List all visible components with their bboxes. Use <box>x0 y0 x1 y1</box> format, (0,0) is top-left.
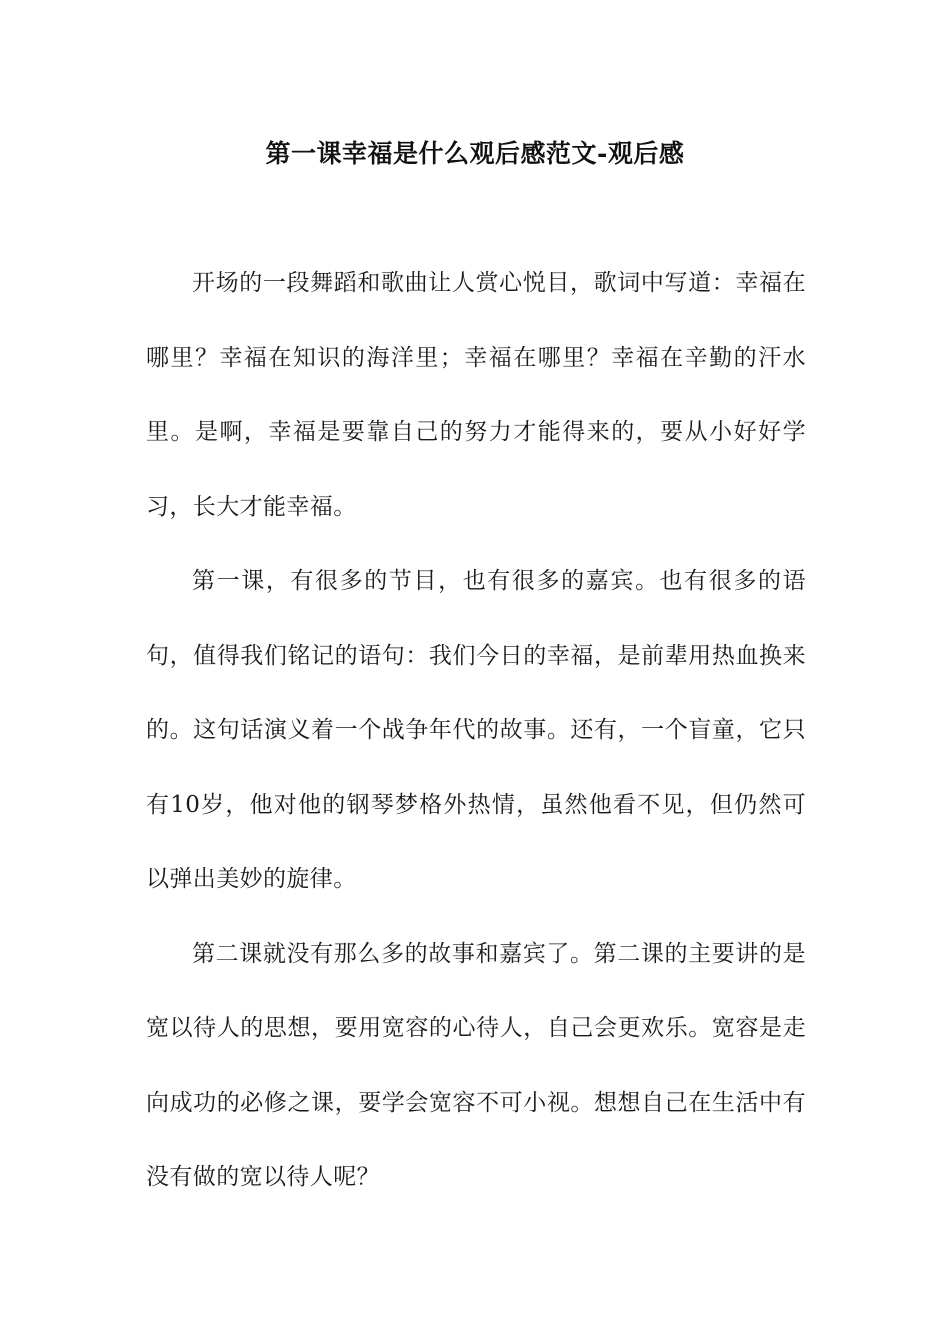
page-title: 第一课幸福是什么观后感范文-观后感 <box>265 139 685 168</box>
paragraph-3: 第二课就没有那么多的故事和嘉宾了。第二课的主要讲的是宽以待人的思想，要用宽容的心待人，自己会更欢乐。宽容是走向成功的必修之课，要学会宽容不可小视。想想自己在生活中有没有做的宽以待人呢？ <box>146 940 806 1190</box>
paragraph-2: 第一课，有很多的节目，也有很多的嘉宾。也有很多的语句，值得我们铭记的语句：我们今日的幸福，是前辈用热血换来的。这句话演义着一个战争年代的故事。还有，一个盲童，它只有10岁，他对他的钢琴梦格外热情，虽然他看不见，但仍然可以弹出美妙的旋律。 <box>146 568 806 892</box>
document-body <box>146 246 806 1215</box>
paragraph-1: 开场的一段舞蹈和歌曲让人赏心悦目，歌词中写道：幸福在哪里？幸福在知识的海洋里；幸福在哪里？幸福在辛勤的汗水里。是啊，幸福是要靠自己的努力才能得来的，要从小好好学习，长大才能幸福。 <box>146 270 806 520</box>
